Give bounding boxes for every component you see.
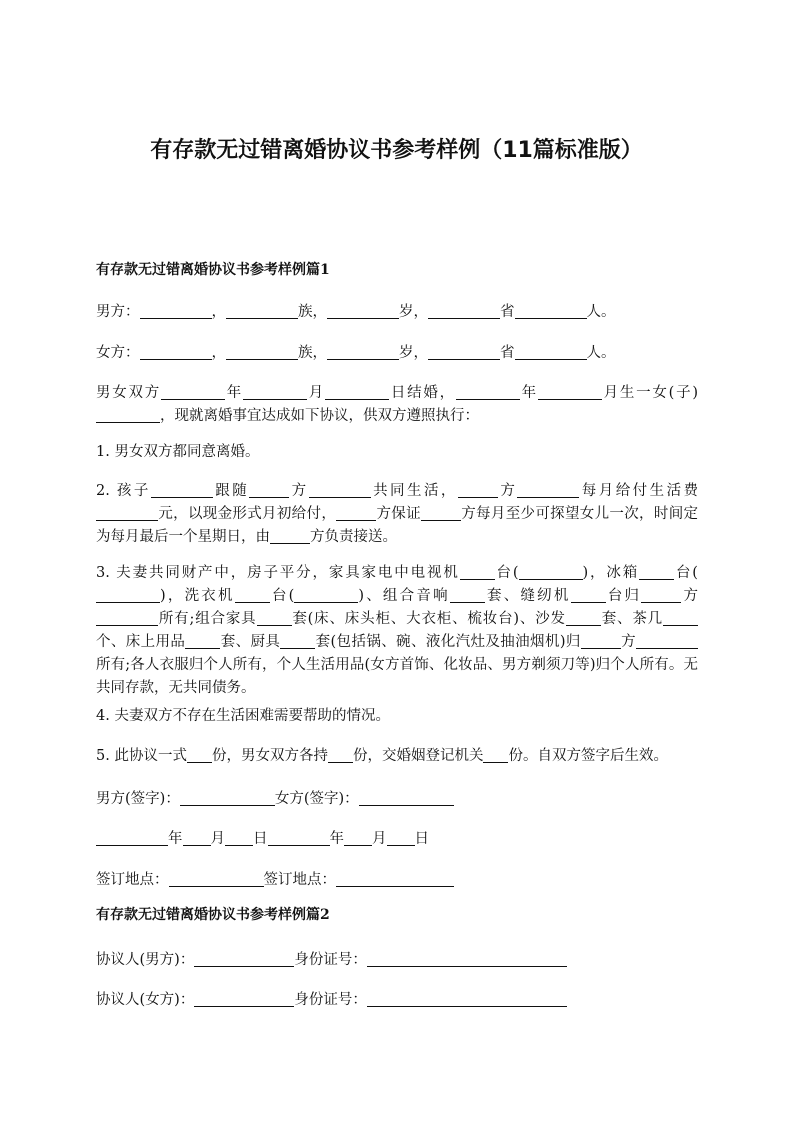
male-info-line: 男方： ， 族， 岁， 省 人。 [96,304,616,320]
blank [140,303,212,319]
blank [450,587,485,603]
blank [194,991,294,1007]
blank [639,564,674,580]
blank [226,344,298,360]
blank [641,587,681,603]
blank [225,830,253,846]
blank [309,482,371,498]
blank [456,384,520,400]
document-title: 有存款无过错离婚协议书参考样例（11篇标准版） [150,138,643,163]
blank [226,303,298,319]
blank [336,505,376,521]
item-2: 2. 孩子 跟随 方 共同生活， 方 每月给付生活费元，以现金形式月初给付， 方保证 方每月至少可探望女儿一次，时间定为每月最后一个星期日，由 方负责接送。 [96,483,699,545]
blank [336,871,454,887]
blank [96,407,160,423]
blank [519,564,583,580]
blank [538,384,602,400]
signing-place-line: 签订地点： 签订地点： [96,869,698,892]
blank [183,830,211,846]
blank [367,951,567,967]
blank [161,384,225,400]
blank [328,747,353,763]
blank [243,384,307,400]
blank [428,303,500,319]
blank [187,747,212,763]
blank [517,482,579,498]
item-4: 4. 夫妻双方不存在生活困难需要帮助的情况。 [96,708,390,724]
blank [344,830,372,846]
party-female-line: 协议人(女方)： 身份证号： [96,989,698,1012]
blank [270,528,310,544]
blank [327,344,399,360]
blank [249,482,289,498]
section-2-heading: 有存款无过错离婚协议书参考样例篇2 [96,907,330,923]
blank [571,587,606,603]
section-1-heading: 有存款无过错离婚协议书参考样例篇1 [96,262,330,278]
blank [387,830,415,846]
blank [458,482,498,498]
blank [483,747,508,763]
marriage-paragraph: 男女双方 年 月 日结婚， 年 月生一女(子)，现就离婚事宜达成如下协议，供双方遵照执行： [96,385,698,424]
blank [280,633,315,649]
blank [566,610,601,626]
signature-blank [359,790,454,806]
blank [294,587,358,603]
party-male-line: 协议人(男方)： 身份证号： [96,949,698,972]
blank [96,587,160,603]
item-3: 3. 夫妻共同财产中，房子平分，家具家电中电视机 台( )，冰箱 台()，洗衣机 台( )、组合音响 套、缝纫机 台归 方所有;组合家具 套(床、床头柜、大衣柜、梳妆台)、沙发 套、茶几个、床上用品 套、厨具 套(包括锅、碗、液化汽灶及抽油烟机)归 方所有;各人衣服归个人所有，个人生活用品(女方首饰、化妆品、男方剃须刀等)归个人所有。无共同存款，无共同债务。 [96,565,698,696]
blank [515,344,587,360]
blank [185,633,220,649]
date-line: 年 月 日 年 月 日 [96,828,698,851]
blank [515,303,587,319]
blank [151,482,213,498]
blank [194,951,294,967]
blank [460,564,495,580]
blank [325,384,389,400]
blank [96,610,158,626]
blank [268,830,330,846]
blank [96,505,158,521]
item-5: 5. 此协议一式 份，男女双方各持 份，交婚姻登记机关 份。自双方签字后生效。 [96,748,668,764]
signature-line: 男方(签字)： 女方(签字)： [96,788,698,811]
blank [235,587,270,603]
item-1: 1. 男女双方都同意离婚。 [96,444,260,460]
blank [367,991,567,1007]
blank [257,610,292,626]
blank [663,610,698,626]
blank [327,303,399,319]
blank [581,633,621,649]
blank [169,871,264,887]
blank [636,633,698,649]
female-info-line: 女方： ， 族， 岁， 省 人。 [96,345,616,361]
blank [140,344,212,360]
blank [421,505,461,521]
signature-blank [180,790,275,806]
blank [428,344,500,360]
blank [96,830,168,846]
